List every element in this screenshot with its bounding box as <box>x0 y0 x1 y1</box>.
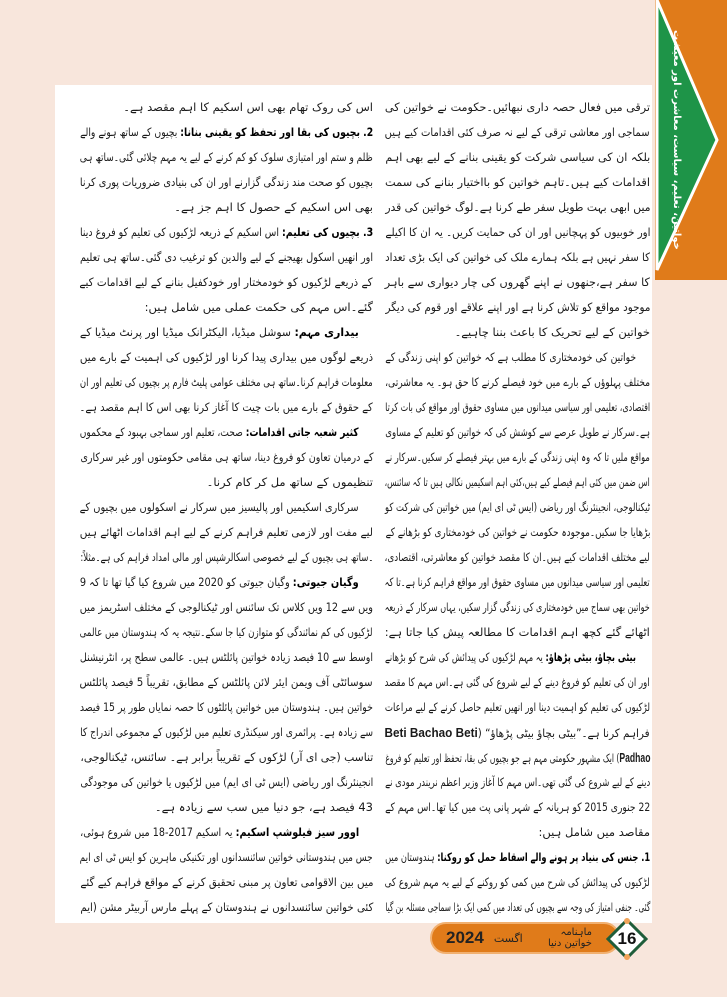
text-line-content <box>385 645 636 670</box>
text-line-content <box>80 370 373 395</box>
text-line-content <box>80 620 373 645</box>
text-line <box>80 670 373 695</box>
text-line-content <box>80 220 373 245</box>
line-text: کے حقوق کے بارے میں بات چیت کا آغاز کرنا بھی اس کا اہم مقصد ہے۔ <box>79 400 373 414</box>
line-text: مواقع ملیں تا کہ وہ اپنی زندگی کے بارے میں بہتر فیصلے کر سکیں۔سرکار نے <box>385 450 650 464</box>
line-text: کے ذریعے لڑکیوں کو خودمختار اور خودکفیل بنانے کے لیے اقدامات کیے <box>79 275 373 289</box>
text-line <box>80 195 373 220</box>
line-text: ٹیکنالوجی، انجینئرنگ اور ریاضی (ایس ٹی ای ایم) میں خواتین کی شرکت کو <box>384 500 650 514</box>
text-line <box>385 370 650 395</box>
text-line <box>385 470 650 495</box>
article-column-left <box>80 95 373 920</box>
text-line <box>80 345 373 370</box>
text-line <box>385 170 650 195</box>
text-line <box>80 870 373 895</box>
line-text: وگیان جیوتی کو 2020 میں شروع کیا گیا تھا تا کہ 9 <box>80 575 294 589</box>
line-text: اس کی روک تھام بھی اس اسکیم کا اہم مقصد ہے۔ <box>123 100 373 114</box>
line-text: ظلم و ستم اور امتیازی سلوک کو کم کرنے کے لیے یہ مہم چلائی گئی۔ساتھ ہی <box>79 150 373 164</box>
line-text: گئی۔ جنفی امتیاز کی وجہ سے بچیوں کی تعداد میں کمی ایک بڑا سماجی مسئلہ بن گیا <box>384 900 650 914</box>
line-text: اس ضمن میں کئی اہم فیصلے کیے ہیں،کئی اہم اسکیمیں نکالی ہیں تا کہ سائنس، <box>384 475 650 489</box>
text-line-content <box>80 345 373 370</box>
text-line-content <box>385 420 650 445</box>
line-text: بھی اس اسکیم کے حصول کا اہم جز ہے۔ <box>174 200 373 214</box>
text-line-content <box>539 820 650 845</box>
text-line <box>80 770 373 795</box>
line-text: ) ایک مشہور حکومتی مہم ہے جو بچیوں کی بقا، تحفظ اور تعلیم کو فروغ <box>384 751 619 765</box>
text-line <box>80 120 373 145</box>
text-line-content <box>385 345 636 370</box>
line-text: بلکہ ان کی سیاسی شرکت کو یقینی بنانے کے لیے بھی اہم <box>385 150 650 164</box>
text-line <box>385 195 650 220</box>
text-line <box>385 795 650 820</box>
text-line <box>385 895 650 920</box>
line-text: یہ اسکیم 2017-18 میں شروع ہوئی، <box>80 825 236 839</box>
text-line <box>385 495 650 520</box>
text-line-content <box>80 545 373 570</box>
text-line-content <box>385 845 650 870</box>
text-line <box>385 770 650 795</box>
text-line-content <box>174 195 373 220</box>
text-line <box>385 145 650 170</box>
text-line-content <box>80 520 373 545</box>
bold-lead-in: 1. جنس کی بنیاد پر ہونے والے اسقاط حمل کو روکنا: <box>437 850 650 864</box>
text-line-content <box>80 420 359 445</box>
text-line <box>80 720 373 745</box>
text-line <box>385 620 650 645</box>
text-line <box>80 220 373 245</box>
footer-year: 2024 <box>446 928 484 947</box>
text-line-content <box>385 520 650 545</box>
line-text: ۔ساتھ ہی بچیوں کے لیے خصوصی اسکالرشپس اور مالی امداد فراہم کی ہے۔مثلاً: <box>79 550 373 564</box>
text-line-content <box>385 145 650 170</box>
line-text: دینے کے لیے شروع کی گئی تھی۔اس مہم کا آغاز وزیر اعظم نریندر مودی نے <box>384 775 650 789</box>
line-text: اور ان کی تعلیم کو فروغ دینے کے لیے شروع کی گئی ہے۔اس مہم کا مقصد <box>385 675 650 689</box>
line-text: خواتین ہیں۔ ہندوستان میں خواتین پائلٹوں کا حصہ نمایاں طور پر 15 فیصد <box>79 700 373 714</box>
text-line-content <box>385 195 650 220</box>
line-text: کئی خواتین سائنسدانوں نے ہندوستان کے پہلے مارس آربیٹر مشن (ایم <box>80 900 373 914</box>
text-line-content <box>80 745 373 770</box>
line-text: انجینئرنگ اور ریاضی (ایس ٹی ای ایم) میں لڑکیوں یا خواتین کی موجودگی <box>80 775 373 789</box>
text-line-content <box>385 470 650 495</box>
bold-lead-in: 3. بچیوں کی تعلیم: <box>281 225 373 239</box>
text-line-content <box>385 545 650 570</box>
line-text: ہندوستان میں <box>384 850 438 864</box>
bold-lead-in: بیٹی بچاؤ، بیٹی پڑھاؤ: <box>545 650 636 664</box>
text-line <box>80 470 373 495</box>
text-line <box>80 570 373 595</box>
line-text: کے درمیان تعاون کو فروغ دینا، ساتھ ہی مقامی حکومتوں اور غیر سرکاری <box>79 450 373 464</box>
line-text: خواتین کے لیے تحریک کا باعث بننا چاہیے۔ <box>454 325 650 339</box>
text-line-content <box>385 695 650 720</box>
text-line-content <box>385 620 650 645</box>
line-text: تناسب (جی ای آر) لڑکوں کے تقریباً برابر ہے۔ سائنس، ٹیکنالوجی، <box>80 750 373 764</box>
line-text: بچیوں کو صحت مند زندگی گزارنے اور ان کی بنیادی ضروریات پوری کرنا <box>79 175 373 189</box>
text-line <box>385 645 650 670</box>
text-line <box>80 520 373 545</box>
text-line-content <box>80 120 373 145</box>
text-line <box>80 270 373 295</box>
text-line-content <box>145 295 373 320</box>
text-line <box>385 570 650 595</box>
text-line <box>80 320 373 345</box>
line-text: ذریعے لوگوں میں بیداری پیدا کرنا اور لڑکیوں کی اہمیت کے بارے میں <box>79 350 373 364</box>
text-line-content <box>385 795 650 820</box>
line-text: مقاصد میں شامل ہیں: <box>538 825 650 839</box>
text-line-content <box>123 95 373 120</box>
text-line-content <box>385 445 650 470</box>
footer-month: اگست <box>493 931 523 945</box>
line-text: سے زیادہ ہے۔ پرائمری اور سیکنڈری تعلیم میں لڑکیوں کے مجموعی اندراج کا <box>80 725 373 739</box>
bold-lead-in: کثیر شعبہ جاتی اقدامات: <box>246 425 359 439</box>
line-text: اور انھیں اسکول بھیجنے کے لیے والدین کو ترغیب دی گئی۔ساتھ ہی تعلیم <box>79 250 373 264</box>
line-text: خواتین بھی سماج میں خودمختاری کی زندگی گزار سکیں، یہاں سرکار کے ذریعہ <box>385 600 650 614</box>
text-line-content <box>80 695 373 720</box>
text-line-content <box>385 670 650 695</box>
text-line <box>385 820 650 845</box>
text-line <box>80 395 373 420</box>
text-line-content <box>80 595 373 620</box>
text-line <box>80 295 373 320</box>
text-line-content <box>80 870 373 895</box>
line-text: جس میں ہندوستانی خواتین سائنسدانوں اور تکنیکی ماہرین کو ایس ٹی ای ایم <box>79 850 373 864</box>
text-line-content <box>80 320 359 345</box>
line-text: موجود مواقع کو تلاش کرنا ہے اور اپنے علاقے اور قوم کی دیگر <box>385 300 650 314</box>
text-line <box>80 745 373 770</box>
line-text: بچیوں کے ساتھ ہونے والے <box>79 125 181 139</box>
text-line-content <box>385 570 650 595</box>
line-text: لڑکیوں کی تعلیم کو اہمیت دینا اور انھیں تعلیم حاصل کرنے کے لیے مراعات <box>384 700 650 714</box>
line-text: ویں سے 12 ویں کلاس تک سائنس اور ٹیکنالوجی کے مختلف اسٹریمز میں <box>79 600 373 614</box>
text-line <box>80 145 373 170</box>
text-line <box>385 270 650 295</box>
text-line-content <box>155 795 373 820</box>
line-text: میں ابھی بہت طویل سفر طے کرنا ہے۔لوگ خواتین کی قدر <box>384 200 650 214</box>
text-line <box>385 95 650 120</box>
text-line-content <box>80 570 359 595</box>
text-line <box>80 245 373 270</box>
text-line <box>385 420 650 445</box>
bold-lead-in: بیداری مہم: <box>294 325 359 339</box>
footer-banner <box>430 922 620 954</box>
text-line-content <box>207 470 373 495</box>
text-line-content <box>80 670 373 695</box>
text-line <box>385 595 650 620</box>
text-line-content <box>80 270 373 295</box>
text-line <box>80 370 373 395</box>
latin-text: Padhao <box>618 750 650 765</box>
text-line-content <box>80 145 373 170</box>
line-text: اور خوبیوں کو پہچانیں اور ان کی حمایت کریں۔ یہ ان کا اکیلے <box>384 225 650 239</box>
text-line <box>80 95 373 120</box>
text-line-content <box>80 895 373 920</box>
magazine-name: ماہنامہ خواتین دنیا <box>547 927 592 949</box>
text-line <box>80 695 373 720</box>
line-text: کا سفر نہیں ہے بلکہ ہمارے ملک کی خواتین کی ایک بڑی تعداد <box>385 250 650 264</box>
text-line-content <box>80 845 373 870</box>
line-text: 43 فیصد ہے، جو دنیا میں سب سے زیادہ ہے۔ <box>154 800 373 814</box>
line-text: مختلف پہلوؤں کے بارے میں خود فیصلے کرنے کا حق ہو۔ یہ معاشرتی، <box>385 375 650 389</box>
text-line-content <box>385 745 650 771</box>
text-line <box>385 870 650 895</box>
text-line-content <box>80 245 373 270</box>
line-text: سرکاری اسکیمیں اور پالیسیز میں سرکار نے اسکولوں میں بچیوں کے <box>80 500 359 514</box>
text-line-content <box>385 245 650 270</box>
latin-text: Beti Bachao Beti <box>384 725 479 740</box>
text-line <box>80 495 373 520</box>
text-line <box>385 695 650 720</box>
text-line-content <box>385 395 650 420</box>
text-line <box>385 245 650 270</box>
line-text: اوسط سے 10 فیصد زیادہ خواتین پائلٹس ہیں۔ عالمی سطح پر، انٹرنیشنل <box>79 650 373 664</box>
line-text: اقتصادی، تعلیمی اور سیاسی میدانوں میں مساوی حقوق اور مواقع کی بات کرتا <box>384 400 650 414</box>
text-line <box>80 895 373 920</box>
text-line <box>80 445 373 470</box>
text-line-content <box>385 170 650 195</box>
line-text: گئے۔اس مہم کی حکمت عملی میں شامل ہیں: <box>144 300 373 314</box>
line-text: کا سفر ہے،جنھوں نے اپنے گھروں کی چار دیواری سے باہر <box>384 275 650 289</box>
text-line-content <box>385 120 650 145</box>
text-line-content <box>385 220 650 245</box>
line-text: لڑکیوں کی پیدائش کی شرح میں کمی کو روکنے کے لیے یہ مہم شروع کی <box>384 875 650 889</box>
text-line-content <box>80 170 373 195</box>
line-text: فراہم کرنا ہے۔”بیٹی بچاؤ بیٹی پڑھاؤ“ ( <box>478 726 650 740</box>
text-line <box>80 795 373 820</box>
line-text: اس اسکیم کے ذریعہ لڑکیوں کی تعلیم کو فروغ دینا <box>79 225 282 239</box>
page-number: 16 <box>617 929 637 948</box>
line-text: ہے۔سرکار نے طویل عرصے سے کوشش کی کہ خواتین کو تعلیم کے مساوی <box>385 425 650 439</box>
line-text: لیے مختلف اقدامات کیے ہیں۔ان کا مقصد خواتین کو معاشرتی، اقتصادی، <box>384 550 650 564</box>
text-line-content <box>80 495 359 520</box>
text-line <box>80 545 373 570</box>
line-text: 22 جنوری 2015 کو ہریانہ کے شہر پانی پت میں کیا تھا۔اس مہم کے <box>384 800 650 814</box>
text-line-content <box>385 95 650 120</box>
line-text: میں بین الاقوامی تعاون پر مبنی تحقیق کرنے کے مواقع فراہم کیے گئے <box>79 875 373 889</box>
text-line-content <box>80 770 373 795</box>
section-tab-label: خواتین، تعلیم، سیاست، معاشرت اور معیشت <box>671 30 682 250</box>
bold-lead-in: اوور سیز فیلوشپ اسکیم: <box>235 825 359 839</box>
line-text: تنظیموں کے ساتھ مل کر کام کرنا۔ <box>206 475 373 489</box>
article-column-right <box>385 95 650 920</box>
line-text: معلومات فراہم کرنا۔ساتھ ہی مختلف عوامی پلیٹ فارم پر بچیوں کی تعلیم اور ان <box>80 375 373 389</box>
text-line <box>80 845 373 870</box>
bold-lead-in: 2. بچیوں کی بقا اور تحفظ کو یقینی بنانا: <box>180 125 373 139</box>
line-text: سوشل میڈیا، الیکٹرانک میڈیا اور پرنٹ میڈیا کے <box>80 325 295 339</box>
text-line-content <box>385 720 650 746</box>
line-text: سوسائٹی آف ویمن ایئر لائن پائلٹس کے مطابق، تقریباً 5 فیصد پائلٹس <box>79 675 373 689</box>
line-text: ترقی میں فعال حصہ داری نبھائیں۔حکومت نے خواتین کی <box>384 100 650 114</box>
text-line <box>385 720 650 745</box>
line-text: اقدامات کیے ہیں۔تاہم خواتین کو بااختیار بنانے کی سمت <box>385 175 650 189</box>
line-text: اٹھائے گئے کچھ اہم اقدامات کا مطالعہ پیش کیا جاتا ہے: <box>384 625 650 639</box>
text-line-content <box>385 770 650 795</box>
text-line-content <box>385 595 650 620</box>
text-line-content <box>385 495 650 520</box>
line-text: تعلیمی اور سیاسی میدانوں میں مساوی حقوق اور مواقع فراہم کرنا ہے۔تا کہ <box>384 575 650 589</box>
text-line <box>385 445 650 470</box>
text-line <box>385 320 650 345</box>
bold-lead-in: وگیان جیوتی: <box>293 575 359 589</box>
line-text: لڑکیوں کی کم نمائندگی کو متوازن کیا جا سکے۔نتیجہ یہ کہ ہندوستان میں عالمی <box>80 625 373 639</box>
line-text: لیے مفت اور لازمی تعلیم فراہم کرنے کے لیے اہم اقدامات اٹھائے ہیں <box>79 525 373 539</box>
text-line-content <box>385 370 650 395</box>
text-line <box>80 595 373 620</box>
text-line <box>80 620 373 645</box>
text-line-content <box>80 445 373 470</box>
text-line-content <box>385 895 650 920</box>
text-line <box>385 670 650 695</box>
text-line-content <box>80 820 359 845</box>
text-line-content <box>385 270 650 295</box>
line-text: یہ مہم لڑکیوں کی پیدائش کی شرح کو بڑھانے <box>385 650 546 664</box>
text-line <box>385 845 650 870</box>
text-line <box>80 645 373 670</box>
text-line <box>80 170 373 195</box>
line-text: صحت، تعلیم اور سماجی بہبود کے محکموں <box>80 425 247 439</box>
text-line-content <box>80 645 373 670</box>
text-line <box>385 120 650 145</box>
text-line <box>385 345 650 370</box>
text-line <box>385 395 650 420</box>
text-line <box>80 420 373 445</box>
text-line-content <box>80 720 373 745</box>
text-line <box>385 220 650 245</box>
text-line <box>385 545 650 570</box>
line-text: خواتین کی خودمختاری کا مطلب ہے کہ خواتین کو اپنی زندگی کے <box>385 350 636 364</box>
text-line-content <box>455 320 650 345</box>
text-line-content <box>80 395 373 420</box>
text-line <box>385 295 650 320</box>
line-text: سماجی اور معاشی ترقی کے لیے نہ صرف کئی اقدامات کیے ہیں <box>385 125 650 139</box>
text-line-content <box>385 295 650 320</box>
text-line <box>385 745 650 770</box>
text-line <box>385 520 650 545</box>
line-text: بڑھایا جا سکیں۔موجودہ حکومت نے خواتین کی خودمختاری کو بڑھانے کے <box>385 525 650 539</box>
text-line-content <box>385 870 650 895</box>
text-line <box>80 820 373 845</box>
